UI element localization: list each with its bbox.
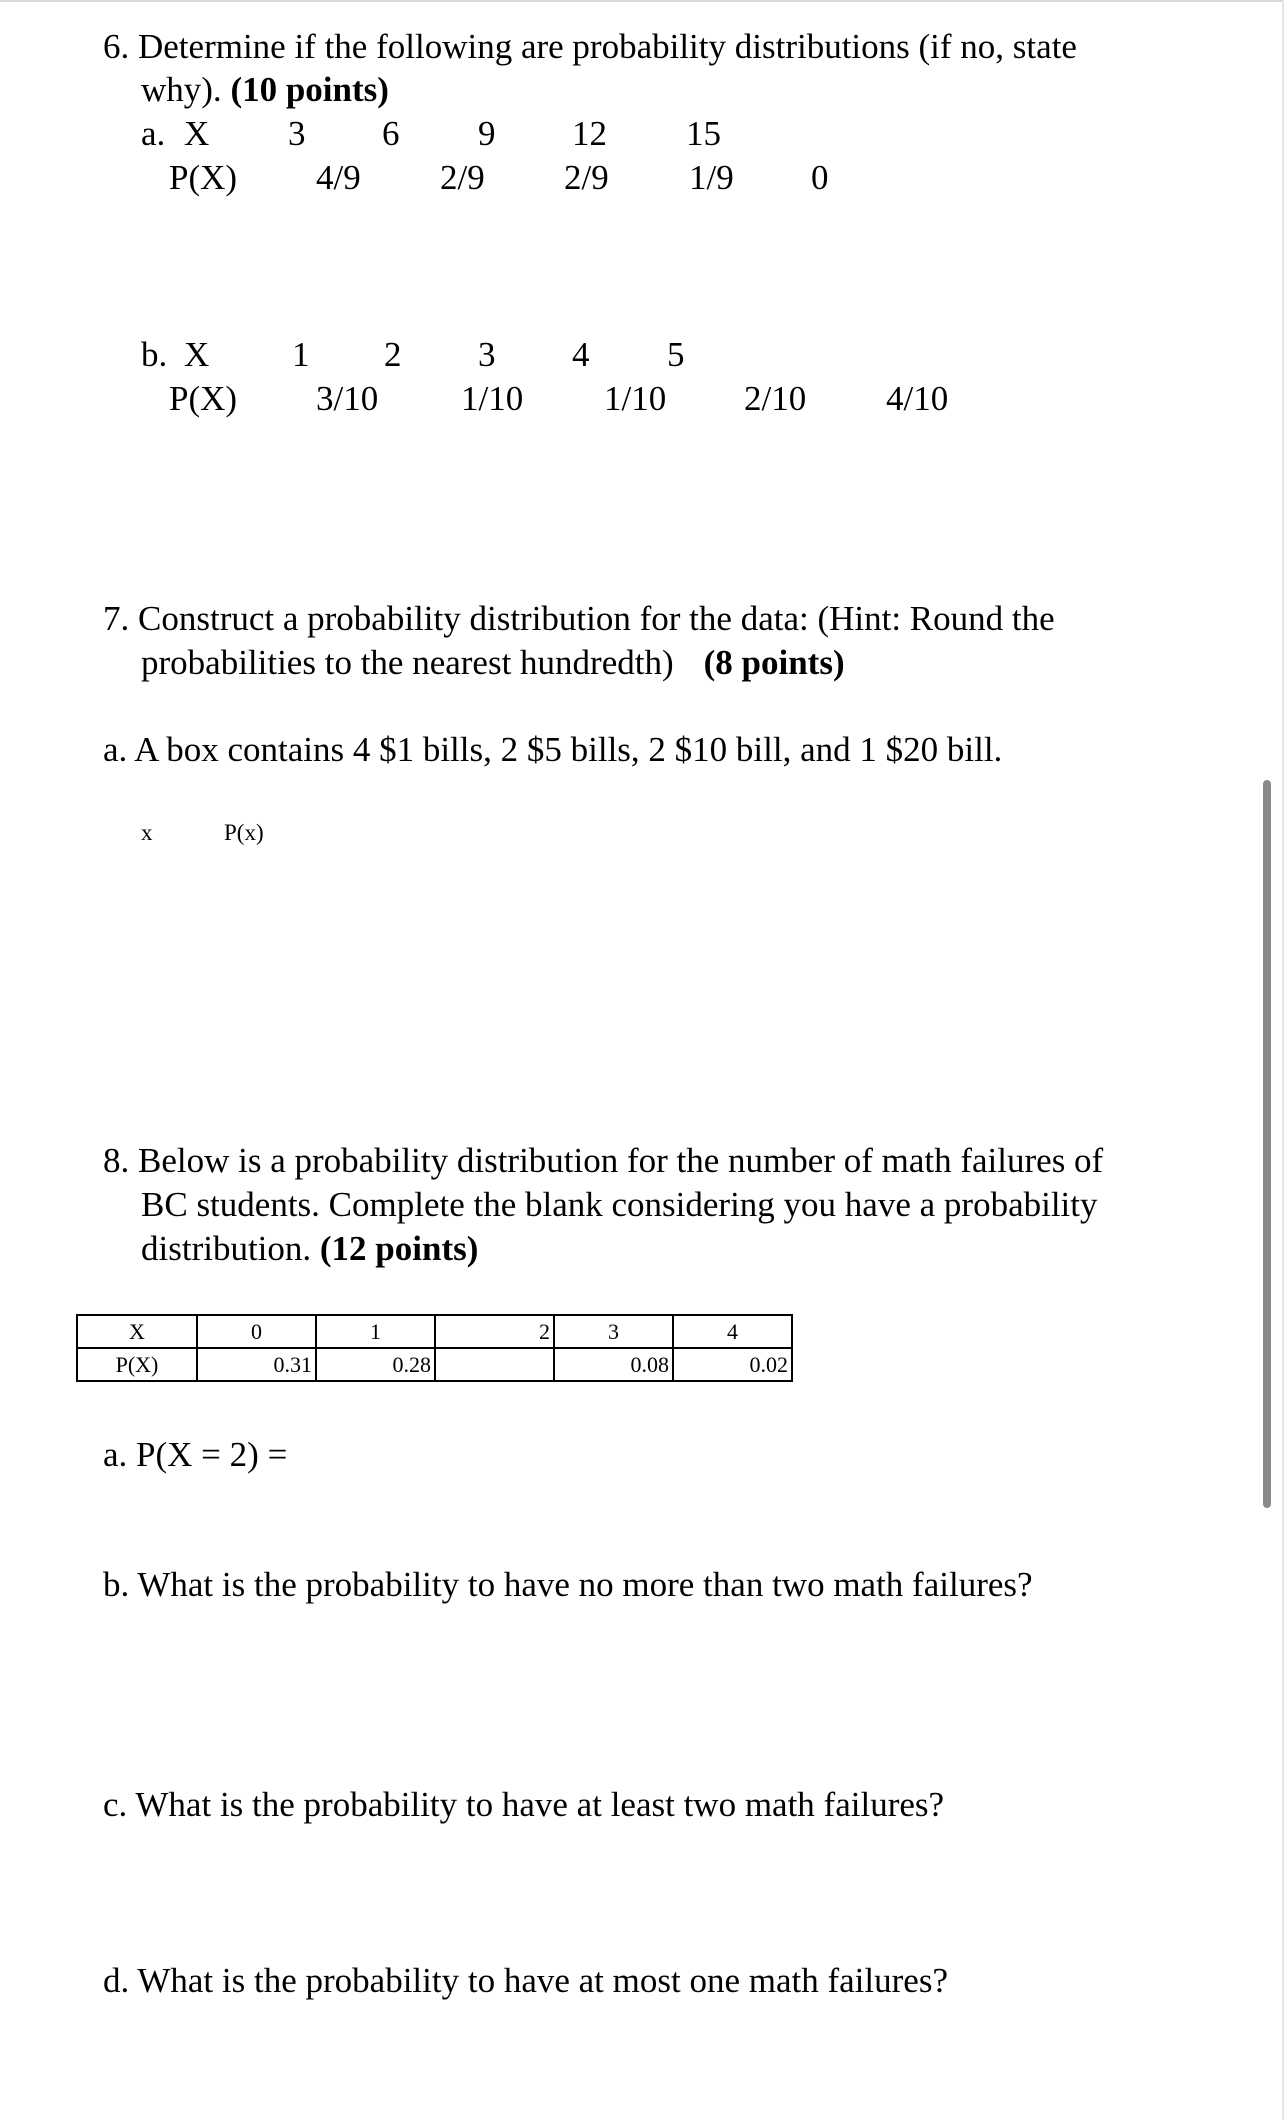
table-cell: 0 <box>197 1315 316 1348</box>
q8-heading-line1: 8. Below is a probability distribution for the number of math failures of <box>103 1141 1104 1180</box>
q6b-x-value: 3 <box>478 335 496 374</box>
q6a-x-value: 6 <box>382 114 400 153</box>
q7-col-px: P(x) <box>224 820 264 845</box>
table-cell: 4 <box>673 1315 792 1348</box>
q6a-x-value: 9 <box>478 114 496 153</box>
q6b-p-label: P(X) <box>169 379 238 418</box>
q6a-p-value: 1/9 <box>689 158 734 197</box>
q6b-x-value: 2 <box>384 335 402 374</box>
q6b-p-value: 2/10 <box>744 379 807 418</box>
q6b-x-label: X <box>184 335 210 374</box>
q6a-p-value: 2/9 <box>440 158 485 197</box>
table-cell: 1 <box>316 1315 435 1348</box>
q6a-x-value: 3 <box>288 114 306 153</box>
q8-points: (12 points) <box>319 1229 479 1268</box>
q7-points: (8 points) <box>703 643 845 682</box>
q6b-x-value: 1 <box>292 335 310 374</box>
q8-part-c: c. What is the probability to have at least two math failures? <box>103 1785 945 1824</box>
q8-part-a: a. P(X = 2) = <box>103 1435 288 1474</box>
q8-part-b: b. What is the probability to have no more than two math failures? <box>103 1565 1033 1604</box>
q6b-x-value: 5 <box>667 335 685 374</box>
q6a-p-label: P(X) <box>169 158 238 197</box>
q7-heading-line2-text: probabilities to the nearest hundredth) <box>141 643 674 682</box>
q7-col-x: x <box>141 820 153 845</box>
q6-heading-line2-text: why). <box>141 70 231 109</box>
q6a-p-value: 4/9 <box>316 158 361 197</box>
q8-part-d: d. What is the probability to have at most one math failures? <box>103 1961 948 2000</box>
table-cell: 2 <box>435 1315 554 1348</box>
table-cell: 0.28 <box>316 1348 435 1381</box>
table-cell: 0.08 <box>554 1348 673 1381</box>
q6b-label: b. <box>141 335 168 374</box>
q6a-label: a. <box>141 114 166 153</box>
failures-table <box>76 1314 793 1382</box>
q6b-x-value: 4 <box>572 335 590 374</box>
table-row <box>77 1348 792 1381</box>
q6a-x-value: 12 <box>572 114 607 153</box>
q6b-p-value: 4/10 <box>886 379 949 418</box>
q6-heading-line1: 6. Determine if the following are probability distributions (if no, state <box>103 27 1077 66</box>
q6a-x-label: X <box>184 114 210 153</box>
q6b-p-value: 1/10 <box>604 379 667 418</box>
table-row <box>77 1315 792 1348</box>
q7-heading-line2 <box>141 641 845 685</box>
q6b-p-value: 3/10 <box>316 379 379 418</box>
table-cell: 0.31 <box>197 1348 316 1381</box>
q6b-p-value: 1/10 <box>461 379 524 418</box>
table-cell-x-header: X <box>77 1315 197 1348</box>
q8-heading-line3-text: distribution. <box>141 1229 320 1268</box>
q6a-x-value: 15 <box>686 114 721 153</box>
table-cell: 0.02 <box>673 1348 792 1381</box>
q7-part-a: a. A box contains 4 $1 bills, 2 $5 bills, 2 $10 bill, and 1 $20 bill. <box>103 730 1003 769</box>
q6a-p-value: 2/9 <box>564 158 609 197</box>
table-cell-blank <box>435 1348 554 1381</box>
q8-heading-line3 <box>141 1227 478 1271</box>
table-cell-p-header: P(X) <box>77 1348 197 1381</box>
top-border <box>0 0 1284 2</box>
q6-heading-line2 <box>141 68 389 112</box>
q6a-p-value: 0 <box>811 158 829 197</box>
scrollbar[interactable] <box>1263 780 1271 1508</box>
q7-heading-line1: 7. Construct a probability distribution for the data: (Hint: Round the <box>103 599 1055 638</box>
q8-heading-line2: BC students. Complete the blank considering you have a probability <box>141 1185 1098 1224</box>
table-cell: 3 <box>554 1315 673 1348</box>
q6-points: (10 points) <box>230 70 389 109</box>
